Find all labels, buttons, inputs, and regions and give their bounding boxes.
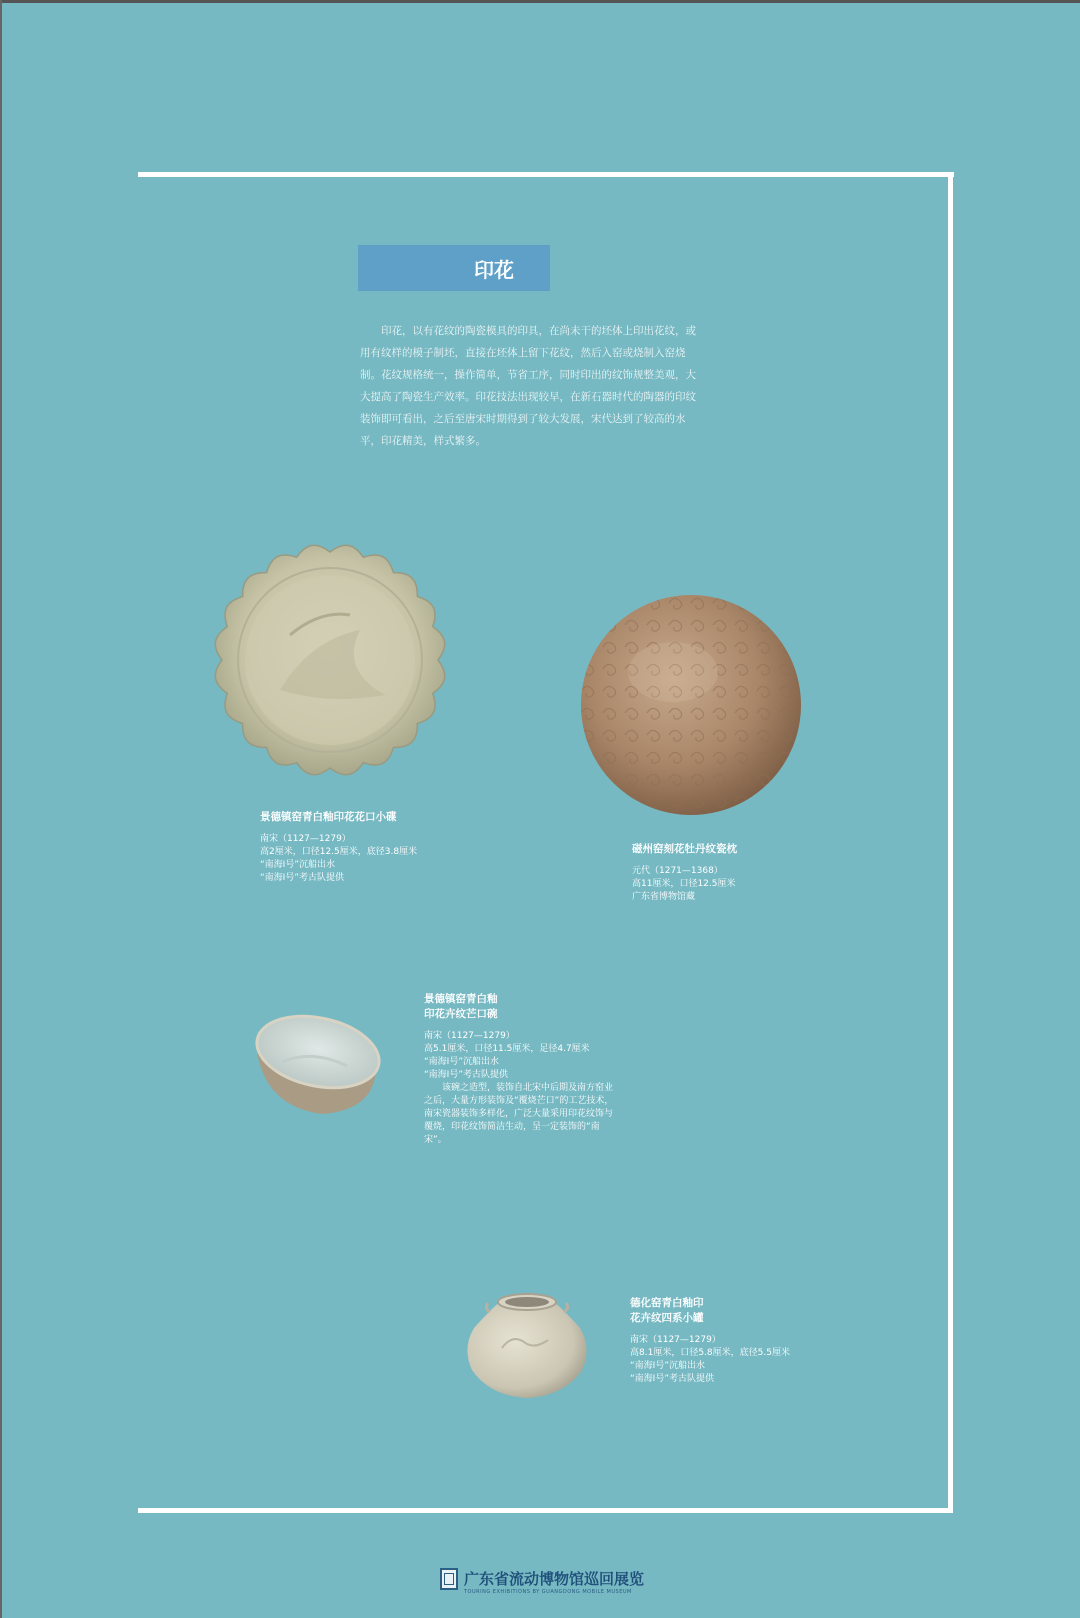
- frame-top-line: [138, 172, 954, 177]
- dish-name: 景德镇窑青白釉印花花口小碟: [260, 811, 397, 823]
- frame-right-line: [948, 172, 953, 1512]
- frame-bottom-line: [138, 1508, 953, 1513]
- vessel-collection: 广东省博物馆藏: [632, 892, 696, 902]
- bowl-name-line-2: 印花卉纹芒口碗: [424, 1008, 498, 1020]
- window-left-edge: [0, 0, 2, 1618]
- bowl-dimensions: 高5.1厘米，口径11.5厘米，足径4.7厘米: [424, 1044, 590, 1054]
- jar-period: 南宋（1127—1279）: [630, 1335, 721, 1345]
- round-vessel-image: [578, 592, 804, 818]
- museum-logo-icon: [440, 1568, 458, 1590]
- window-top-edge: [0, 0, 1080, 3]
- dish-caption: [260, 810, 460, 885]
- jar-source: “南海I号”沉船出水: [630, 1361, 705, 1371]
- section-title-text: 印花: [474, 257, 514, 282]
- footer: [440, 1568, 700, 1600]
- jar-name-line-1: 德化窑青白釉印: [630, 1297, 704, 1309]
- vessel-caption: [632, 842, 832, 904]
- vessel-name: 磁州窑刻花牡丹纹瓷枕: [632, 843, 737, 855]
- jar-name: [630, 1296, 830, 1326]
- section-title: [358, 245, 550, 291]
- bowl-name-line-1: 景德镇窑青白釉: [424, 993, 498, 1005]
- jar-dimensions: 高8.1厘米，口径5.8厘米，底径5.5厘米: [630, 1348, 790, 1358]
- bowl-source: “南海I号”沉船出水: [424, 1057, 499, 1067]
- lobed-dish-image: [210, 540, 450, 780]
- vessel-period: 元代（1271—1368）: [632, 866, 723, 876]
- bowl-description: 该碗之造型，装饰自北宋中后期及南方窑业之后，大量方形装饰及“覆烧芒口”的工艺技术，南宋瓷器装饰多样化，广泛大量采用印花纹饰与覆烧，印花纹饰简洁生动，呈一定装饰的“南宋”。: [424, 1083, 614, 1145]
- jar-credit: “南海I号”考古队提供: [630, 1374, 714, 1384]
- dish-source: “南海I号”沉船出水: [260, 860, 335, 870]
- dish-credit: “南海I号”考古队提供: [260, 873, 344, 883]
- jar-name-line-2: 花卉纹四系小罐: [630, 1312, 704, 1324]
- footer-org-zh: 广东省流动博物馆巡回展览: [464, 1570, 645, 1588]
- jar-image: [462, 1288, 592, 1400]
- bowl-credit: “南海I号”考古队提供: [424, 1070, 508, 1080]
- jar-caption: [630, 1296, 830, 1386]
- footer-org-en: TOURING EXHIBITIONS BY GUANGDONG MOBILE MUSEUM: [464, 1589, 632, 1595]
- bowl-period: 南宋（1127—1279）: [424, 1031, 515, 1041]
- dish-period: 南宋（1127—1279）: [260, 834, 351, 844]
- bowl-image: [252, 1014, 382, 1118]
- dish-dimensions: 高2厘米，口径12.5厘米，底径3.8厘米: [260, 847, 418, 857]
- vessel-dimensions: 高11厘米，口径12.5厘米: [632, 879, 736, 889]
- intro-paragraph: 印花，以有花纹的陶瓷模具的印具，在尚未干的坯体上印出花纹，或用有纹样的模子制坯，直接在坯体上留下花纹，然后入窑或烧制入窑烧制。花纹规格统一，操作简单，节省工序，同时印出的纹饰规整美观，大大提高了陶瓷生产效率。印花技法出现较早，在新石器时代的陶器的印纹装饰即可看出，之后至唐宋时期得到了较大发展，宋代达到了较高的水平，印花精美，样式繁多。: [360, 325, 696, 447]
- bowl-caption: [424, 992, 616, 1147]
- bowl-name: [424, 992, 616, 1022]
